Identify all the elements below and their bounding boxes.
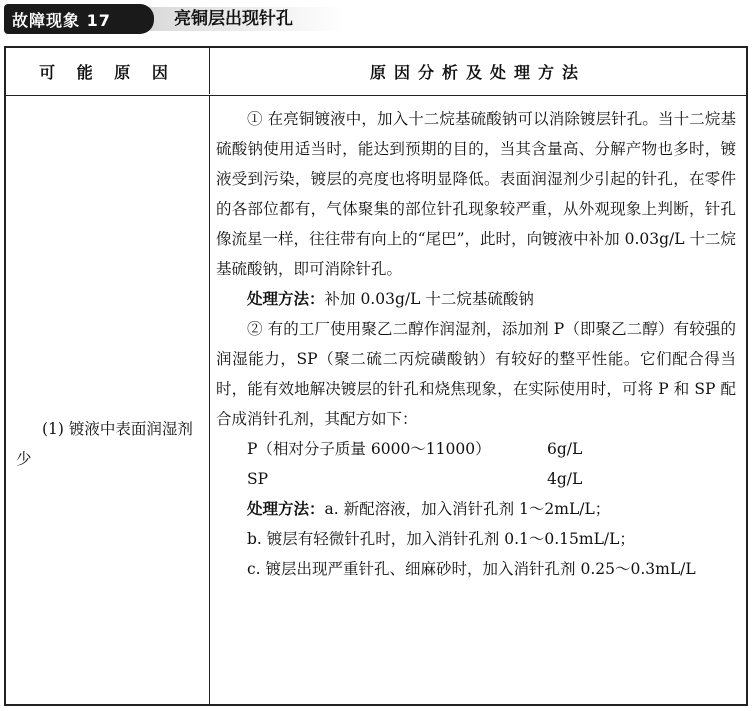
method-1-label: 处理方法： [247, 290, 325, 308]
cause-cell [6, 96, 210, 704]
formula-row [216, 434, 736, 464]
method-1-text: 补加 0.03g/L 十二烷基硫酸钠 [324, 290, 534, 308]
fault-title: 亮铜层出现针孔 [174, 9, 293, 29]
table-header-row [6, 48, 746, 96]
method-1 [216, 284, 736, 314]
analysis-cell [210, 96, 746, 704]
analysis-paragraph-1: ① 在亮铜镀液中，加入十二烷基硫酸钠可以消除镀层针孔。当十二烷基硫酸钠使用适当时，能达到预期的目的，当其含量高、分解产物也多时，镀液受到污染，镀层的亮度也将明显降低。表面润湿剂少引起的针孔，在零件的各部位都有，气体聚集的部位针孔现象较严重，从外观现象上判断，针孔像流星一样，往往带有向上的“尾巴”，此时，向镀液中补加 0.03g/L 十二烷基硫酸钠，即可消除针孔。 [216, 110, 736, 278]
method-2-a: a. 新配溶液，加入消针孔剂 1～2mL/L； [324, 500, 611, 518]
fault-table [4, 46, 748, 706]
formula-name: SP [247, 470, 269, 488]
method-2-b: b. 镀层有轻微针孔时，加入消针孔剂 0.1～0.15mL/L； [247, 530, 635, 548]
formula-value: 4g/L [547, 470, 583, 488]
formula-name: P（相对分子质量 6000～11000） [247, 440, 491, 458]
fault-header [4, 4, 404, 34]
method-2-c: c. 镀层出现严重针孔、细麻砂时，加入消针孔剂 0.25～0.3mL/L [247, 560, 696, 578]
cause-text: (1) 镀液中表面润湿剂少 [16, 420, 193, 468]
header-analysis-method: 原因分析及处理方法 [369, 62, 586, 82]
formula-value: 6g/L [547, 440, 583, 458]
fault-badge: 故障现象 17 [4, 4, 154, 34]
method-2 [216, 494, 736, 524]
formula-row [216, 464, 736, 494]
analysis-paragraph-2: ② 有的工厂使用聚乙二醇作润湿剂，添加剂 P（即聚乙二醇）有较强的润湿能力，SP（聚二硫二丙烷磺酸钠）有较好的整平性能。它们配合得当时，能有效地解决镀层的针孔和烧焦现象，在实际使用时，可将 P 和 SP 配合成消针孔剂，其配方如下： [216, 320, 736, 428]
method-2-label: 处理方法： [247, 500, 325, 518]
header-possible-cause: 可 能 原 因 [6, 48, 210, 94]
